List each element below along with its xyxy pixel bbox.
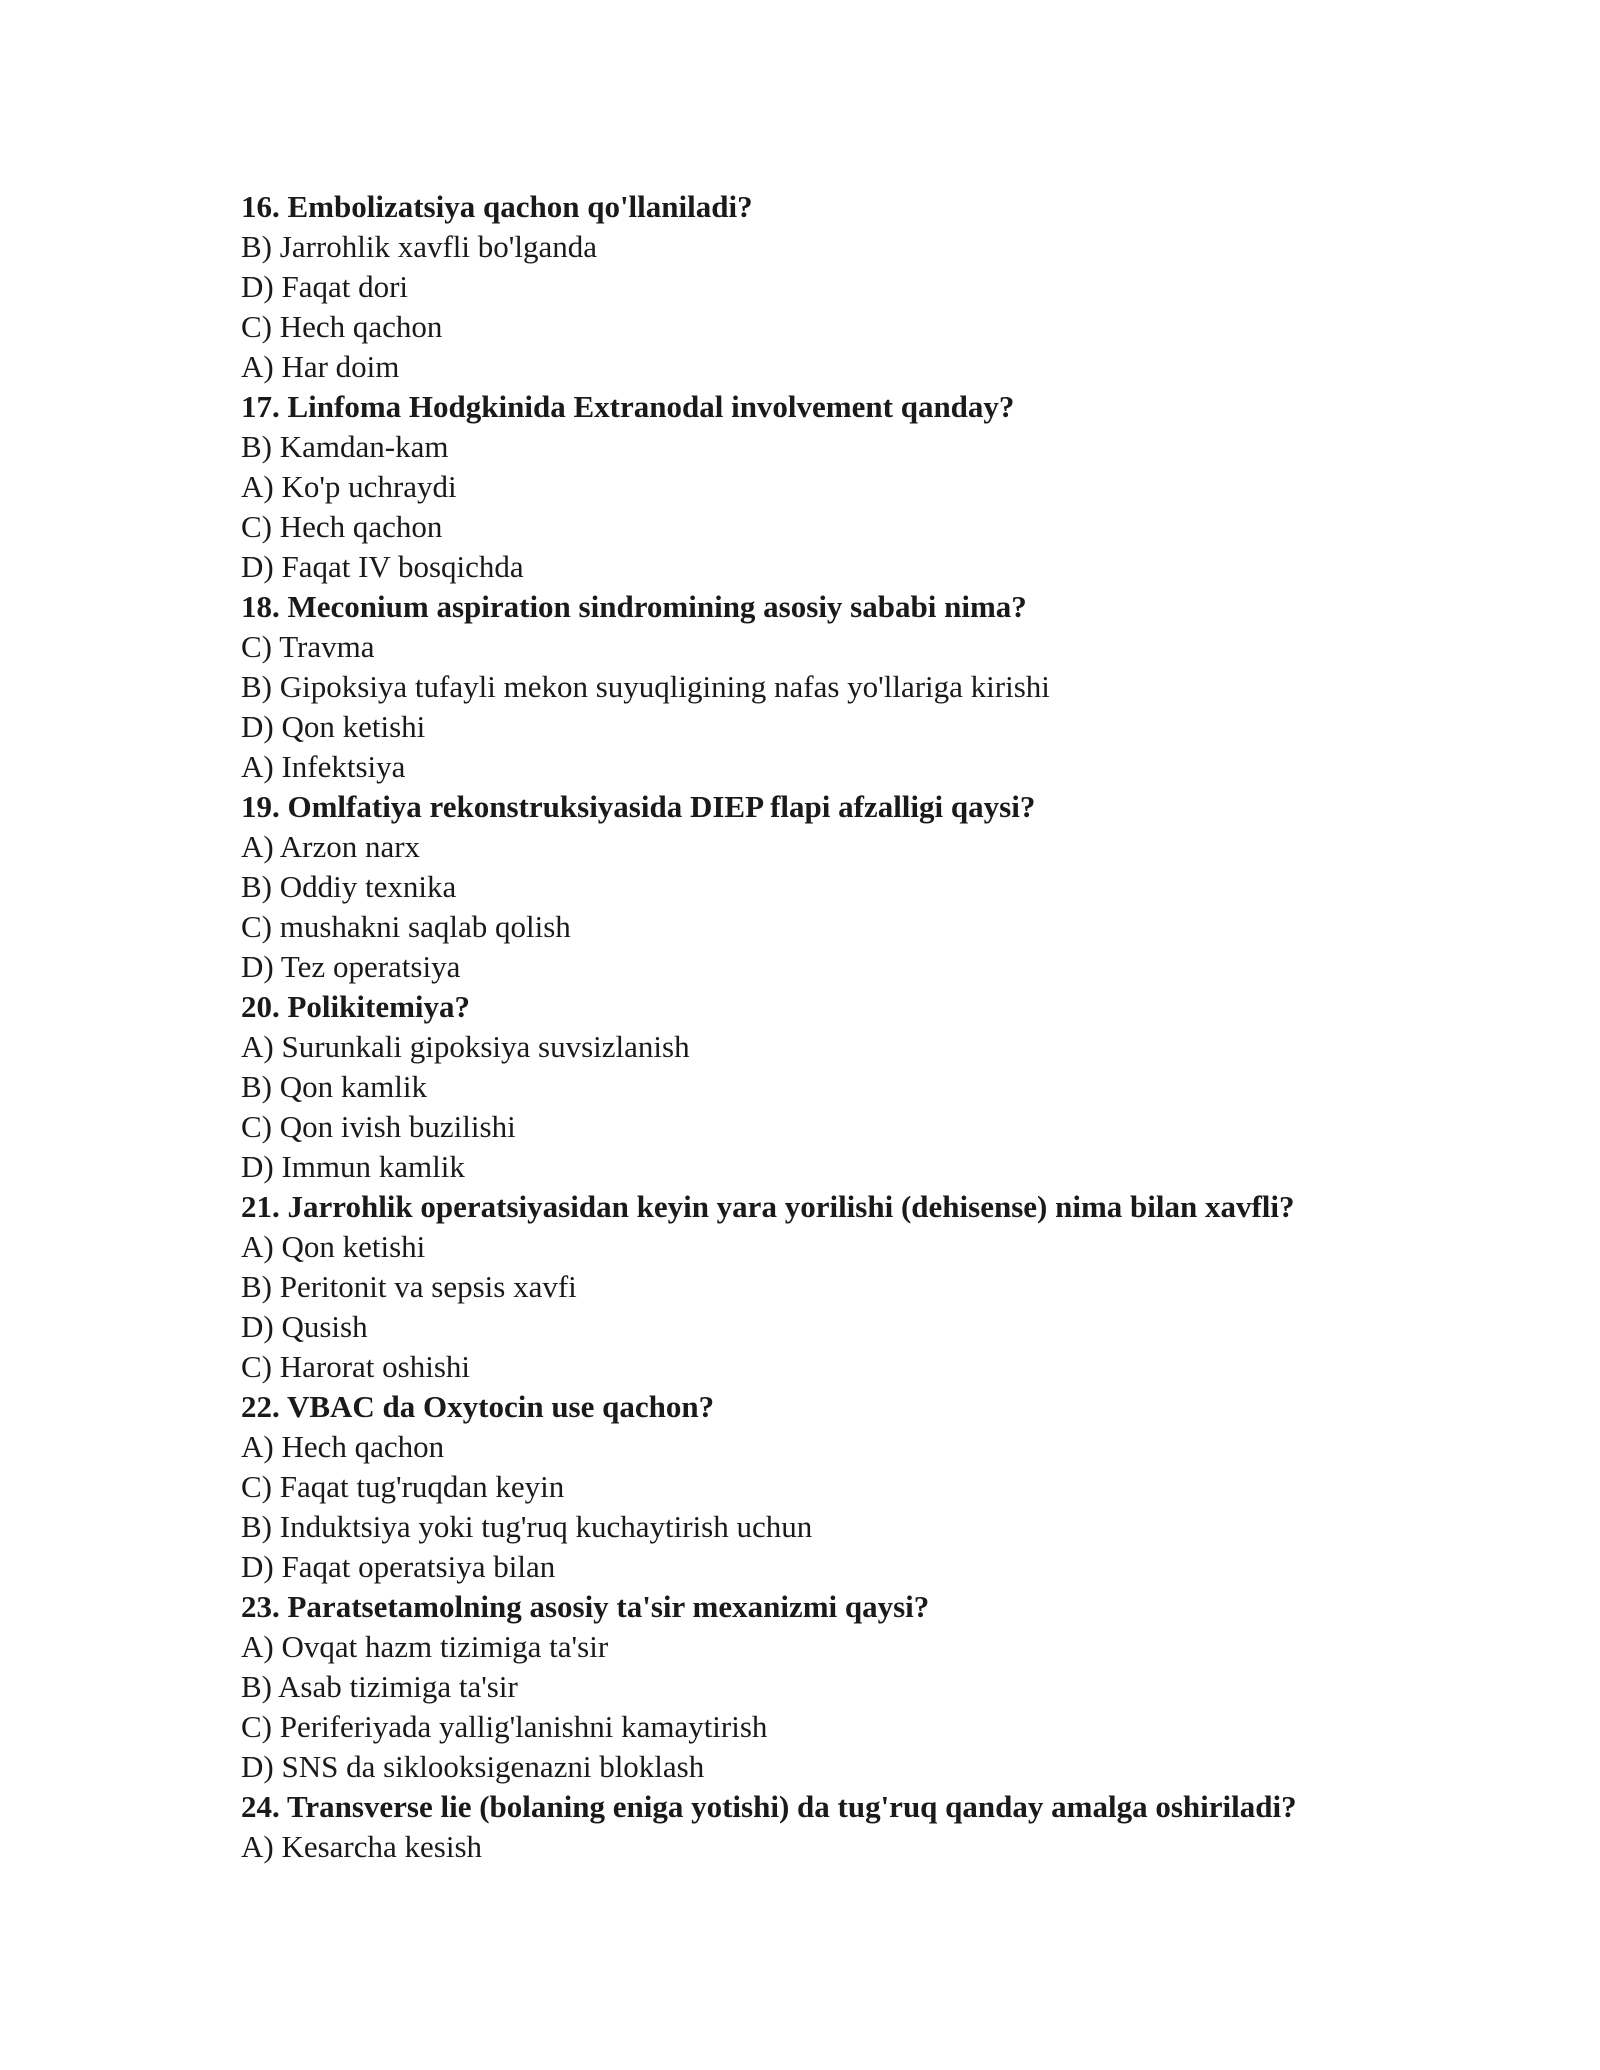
answer-option: B) Kamdan-kam (241, 429, 449, 464)
answer-option: C) Hech qachon (241, 509, 443, 544)
answer-option: D) Tez operatsiya (241, 949, 461, 984)
question-title: 19. Omlfatiya rekonstruksiyasida DIEP flapi afzalligi qaysi? (241, 789, 1036, 824)
answer-option: C) Qon ivish buzilishi (241, 1109, 516, 1144)
answer-option: C) Travma (241, 629, 375, 664)
question-title: 17. Linfoma Hodgkinida Extranodal involvement qanday? (241, 389, 1015, 424)
answer-option: C) Harorat oshishi (241, 1349, 471, 1384)
answer-option: A) Har doim (241, 349, 400, 384)
question-19 (241, 787, 1481, 987)
answer-option: C) Faqat tug'ruqdan keyin (241, 1469, 565, 1504)
answer-option: C) Hech qachon (241, 309, 443, 344)
answer-option: A) Arzon narx (241, 829, 421, 864)
question-18 (241, 587, 1481, 787)
question-title: 16. Embolizatsiya qachon qo'llaniladi? (241, 189, 753, 224)
answer-option: D) Immun kamlik (241, 1149, 465, 1184)
answer-option: A) Ko'p uchraydi (241, 469, 457, 504)
question-title: 20. Polikitemiya? (241, 989, 471, 1024)
question-17 (241, 387, 1481, 587)
answer-option: A) Infektsiya (241, 749, 406, 784)
answer-option: D) Faqat operatsiya bilan (241, 1549, 556, 1584)
answer-option: D) Qon ketishi (241, 709, 426, 744)
question-list (241, 187, 1481, 1867)
answer-option: B) Jarrohlik xavfli bo'lganda (241, 229, 597, 264)
question-title: 23. Paratsetamolning asosiy ta'sir mexanizmi qaysi? (241, 1589, 930, 1624)
answer-option: A) Ovqat hazm tizimiga ta'sir (241, 1629, 609, 1664)
answer-option: B) Peritonit va sepsis xavfi (241, 1269, 577, 1304)
question-23 (241, 1587, 1481, 1787)
answer-option: D) Qusish (241, 1309, 368, 1344)
answer-option: B) Induktsiya yoki tug'ruq kuchaytirish uchun (241, 1509, 813, 1544)
question-title: 24. Transverse lie (bolaning eniga yotishi) da tug'ruq qanday amalga oshiriladi? (241, 1789, 1297, 1824)
question-21 (241, 1187, 1481, 1387)
answer-option: C) Periferiyada yallig'lanishni kamaytirish (241, 1709, 768, 1744)
question-16 (241, 187, 1481, 387)
question-20 (241, 987, 1481, 1187)
question-title: 18. Meconium aspiration sindromining asosiy sababi nima? (241, 589, 1027, 624)
answer-option: A) Surunkali gipoksiya suvsizlanish (241, 1029, 690, 1064)
answer-option: B) Oddiy texnika (241, 869, 457, 904)
question-title: 21. Jarrohlik operatsiyasidan keyin yara yorilishi (dehisense) nima bilan xavfli? (241, 1189, 1295, 1224)
answer-option: A) Qon ketishi (241, 1229, 426, 1264)
answer-option: C) mushakni saqlab qolish (241, 909, 571, 944)
answer-option: D) Faqat IV bosqichda (241, 549, 524, 584)
question-22 (241, 1387, 1481, 1587)
answer-option: D) SNS da siklooksigenazni bloklash (241, 1749, 705, 1784)
answer-option: A) Hech qachon (241, 1429, 445, 1464)
question-title: 22. VBAC da Oxytocin use qachon? (241, 1389, 715, 1424)
answer-option: D) Faqat dori (241, 269, 409, 304)
answer-option: A) Kesarcha kesish (241, 1829, 483, 1864)
answer-option: B) Qon kamlik (241, 1069, 427, 1104)
question-24 (241, 1787, 1481, 1867)
answer-option: B) Asab tizimiga ta'sir (241, 1669, 518, 1704)
answer-option: B) Gipoksiya tufayli mekon suyuqligining nafas yo'llariga kirishi (241, 669, 1050, 704)
